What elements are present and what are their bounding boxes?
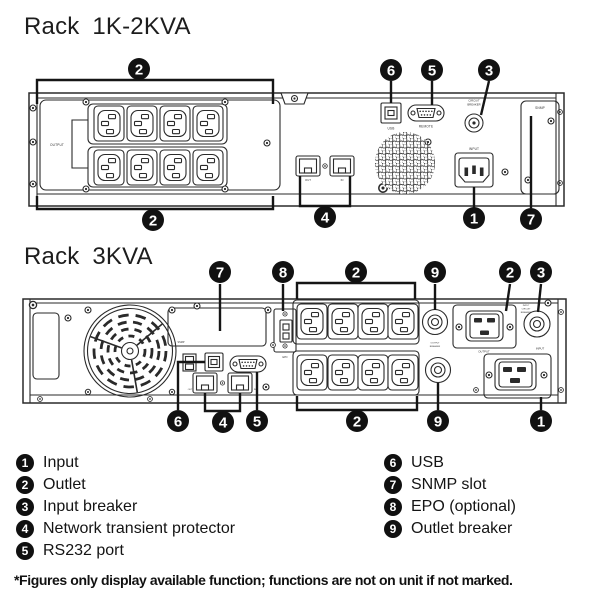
svg-text:3: 3 — [536, 264, 546, 282]
c13-outlet — [297, 355, 327, 390]
legend-item-label: SNMP slot — [411, 476, 487, 493]
svg-text:6: 6 — [173, 413, 183, 431]
output-label: OUTPUT — [49, 143, 65, 147]
screw-icon — [283, 312, 287, 316]
legend-number-badge: 4 — [16, 520, 34, 538]
screw-icon — [169, 389, 174, 394]
outlet-breaker-label: OUTPUT — [430, 342, 440, 345]
screw-icon — [222, 186, 228, 192]
c13-outlet — [94, 150, 124, 185]
c13-outlet — [297, 304, 327, 339]
c13-outlet — [388, 304, 418, 339]
svg-text:5: 5 — [427, 62, 437, 80]
screw-icon — [502, 169, 508, 175]
screw-icon — [169, 307, 175, 313]
rj45-out-port — [296, 156, 320, 176]
screw-icon — [456, 324, 462, 330]
svg-text:4: 4 — [218, 414, 228, 432]
output-label: OUTPUT — [478, 349, 490, 354]
c13-outlet — [127, 150, 157, 185]
screw-icon — [263, 384, 269, 390]
c13-outlet — [328, 304, 358, 339]
legend-item-label: RS232 port — [43, 542, 124, 559]
outlet-breaker-label: BREAKER — [429, 346, 441, 348]
rack-1k2k-rear-panel — [29, 58, 564, 231]
legend-number-badge: 1 — [16, 454, 34, 472]
screw-icon — [83, 186, 89, 192]
footnote: *Figures only display available function; functions are not on unit if not marked. — [14, 572, 513, 588]
screw-icon — [474, 388, 479, 393]
svg-text:2: 2 — [134, 61, 144, 79]
c13-outlet — [160, 106, 190, 141]
legend-item — [16, 452, 79, 474]
svg-text:2: 2 — [505, 264, 515, 282]
c13-outlet — [193, 150, 223, 185]
svg-text:3: 3 — [484, 62, 494, 80]
c13-outlet — [358, 304, 388, 339]
screw-icon — [65, 315, 71, 321]
input-breaker-label: CIRCUIT — [521, 308, 531, 311]
screw-icon — [559, 388, 564, 393]
legend-number-badge: 3 — [16, 498, 34, 516]
svg-text:1: 1 — [536, 413, 546, 431]
snmp-label: SNMP — [535, 106, 545, 110]
screw-icon — [271, 343, 276, 348]
rj45-out-label: OUT — [305, 178, 311, 182]
svg-text:2: 2 — [351, 264, 361, 282]
snmp-label: SNMP — [177, 341, 185, 344]
rj45-out-label: OUT — [187, 389, 193, 391]
remote-label: REMOTE — [418, 124, 434, 129]
legend-item — [16, 496, 137, 518]
circuit-breaker-label: CIRCUIT — [468, 98, 480, 103]
svg-text:7: 7 — [526, 211, 536, 229]
legend-item-label: USB — [411, 454, 444, 471]
rj45-in-label: IN — [253, 389, 257, 391]
legend-number-badge: 2 — [16, 476, 34, 494]
svg-text:5: 5 — [252, 413, 262, 431]
circuit-breaker-label: BREAKER — [467, 102, 481, 107]
rack-3k-rear-panel — [23, 261, 566, 433]
svg-text:1: 1 — [469, 210, 479, 228]
legend-item — [384, 474, 486, 496]
vent-grille — [375, 132, 435, 194]
rj45-out-port — [193, 373, 217, 393]
svg-text:6: 6 — [386, 62, 396, 80]
usb-label: USB — [387, 126, 395, 131]
screw-icon — [30, 139, 36, 145]
c13-outlet — [127, 106, 157, 141]
screw-icon — [85, 389, 90, 394]
legend-item — [384, 452, 444, 474]
legend-item — [16, 540, 124, 562]
screw-icon — [559, 310, 564, 315]
c13-outlet — [160, 150, 190, 185]
c13-outlet — [94, 106, 124, 141]
screw-icon — [264, 140, 270, 146]
legend-item — [384, 518, 512, 540]
screw-icon — [222, 99, 228, 105]
legend-number-badge: 8 — [384, 498, 402, 516]
screw-icon — [507, 324, 513, 330]
screw-icon — [541, 372, 547, 378]
screw-icon — [30, 181, 36, 187]
legend-item-label: Network transient protector — [43, 520, 236, 537]
svg-text:9: 9 — [433, 413, 443, 431]
input-breaker-label: INPUT — [522, 305, 530, 307]
screw-icon — [486, 372, 492, 378]
rj45-in-port — [330, 156, 354, 176]
svg-text:8: 8 — [278, 264, 288, 282]
screw-icon — [292, 96, 298, 102]
legend-number-badge: 5 — [16, 542, 34, 560]
legend-number-badge: 6 — [384, 454, 402, 472]
section-title-rack-1k-2kva: Rack 1K-2KVA — [24, 13, 191, 40]
screw-icon — [38, 397, 43, 402]
legend-item-label: Outlet — [43, 476, 86, 493]
legend-item — [384, 496, 516, 518]
screw-icon — [283, 344, 287, 348]
rj45-in-label: IN — [340, 178, 344, 182]
screw-icon — [558, 181, 563, 186]
svg-text:2: 2 — [352, 413, 362, 431]
legend-item — [16, 518, 235, 540]
callout-outlets-top — [297, 261, 415, 299]
screw-icon — [323, 164, 328, 169]
outlet-breaker-bottom — [426, 358, 451, 383]
c13-outlet — [358, 355, 388, 390]
c13-outlet — [388, 355, 418, 390]
screw-icon — [85, 307, 91, 313]
legend-item-label: EPO (optional) — [411, 498, 516, 515]
screw-icon — [148, 397, 153, 402]
screw-icon — [194, 303, 200, 309]
legend-number-badge: 7 — [384, 476, 402, 494]
screw-icon — [265, 307, 271, 313]
screw-icon — [30, 105, 36, 111]
legend-item — [16, 474, 86, 496]
legend-number-badge: 9 — [384, 520, 402, 538]
screw-icon — [548, 118, 554, 124]
screw-icon — [220, 381, 224, 385]
section-title-rack-3kva: Rack 3KVA — [24, 243, 153, 270]
legend-item-label: Input — [43, 454, 79, 471]
legend-item-label: Outlet breaker — [411, 520, 513, 537]
screw-icon — [29, 301, 36, 308]
screw-icon — [83, 99, 89, 105]
svg-text:4: 4 — [320, 209, 330, 227]
input-label: INPUT — [535, 346, 545, 351]
legend-item-label: Input breaker — [43, 498, 138, 515]
svg-text:7: 7 — [215, 264, 225, 282]
screw-icon — [545, 300, 551, 306]
rj45-in-port — [228, 373, 252, 393]
screw-icon — [558, 110, 563, 115]
input-label: INPUT — [468, 147, 480, 151]
svg-text:2: 2 — [148, 212, 158, 230]
input-breaker-label: BREAKER — [520, 312, 532, 314]
c13-outlet — [328, 355, 358, 390]
epo-label: EPO — [282, 356, 288, 359]
svg-text:9: 9 — [430, 264, 440, 282]
c13-outlet — [193, 106, 223, 141]
